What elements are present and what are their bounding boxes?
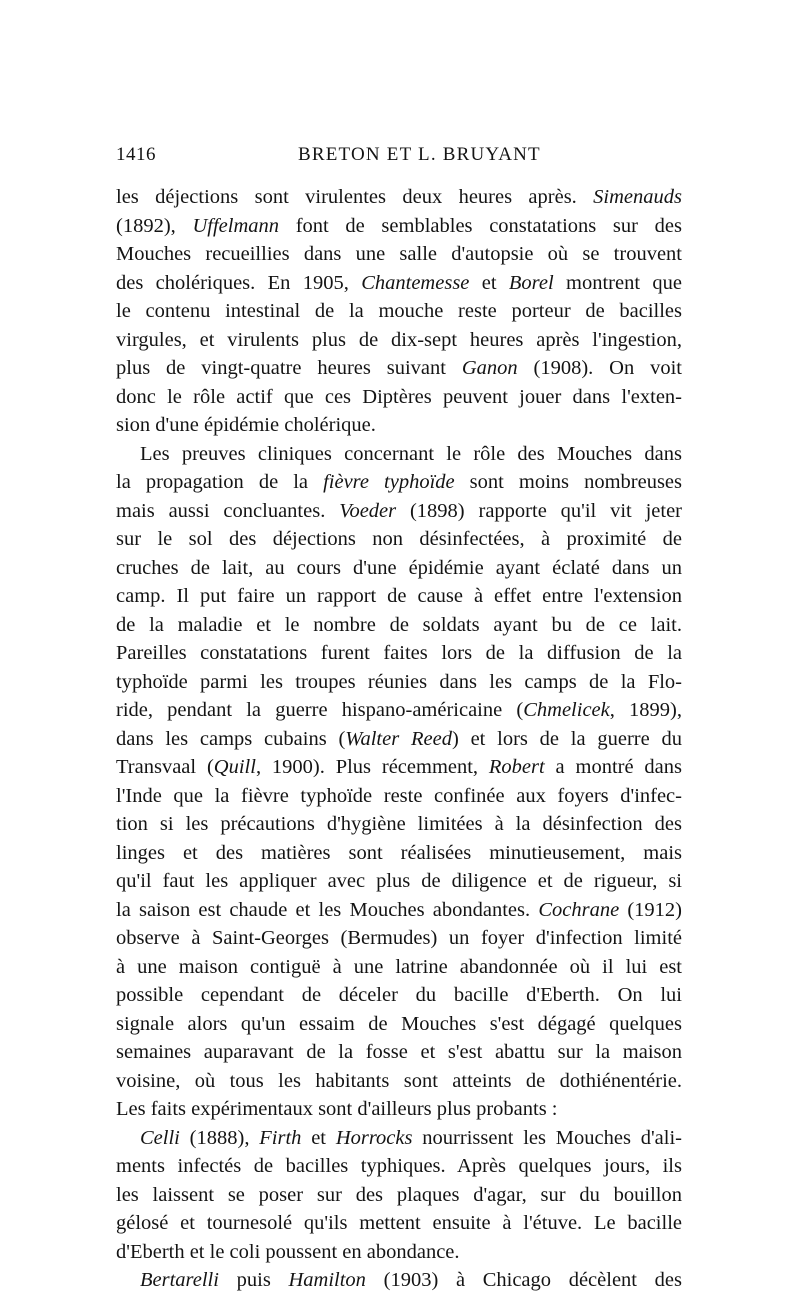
text-segment: Transvaal ( [116,756,214,778]
text-segment: (1908). On voit [517,357,682,379]
text-line [116,1152,682,1181]
text-segment: tion si les précautions d'hygiène limitées à la désinfection des [116,813,682,835]
text-line [116,1209,682,1238]
text-segment: (1912) [619,898,682,921]
text-segment: linges et des matières sont réalisées minutieusement, mais [116,841,682,864]
text-line [116,896,682,925]
italic-name: Cochrane [538,898,620,921]
text-segment: sion d'une épidémie cholérique. [116,414,376,436]
text-segment: cruches de lait, au cours d'une épidémie ayant éclaté dans un [116,556,682,579]
text-segment: à une maison contiguë à une latrine abandonnée où il lui est [116,955,682,978]
text-segment: (1892), [116,214,193,237]
italic-name: Walter Reed [345,727,452,750]
text-segment: a montré dans [544,756,682,778]
text-segment: signale alors qu'un essaim de Mouches s'est dégagé quelques [116,1012,682,1035]
text-line [116,554,682,583]
text-line [116,611,682,640]
italic-name: Chantemesse [361,271,470,294]
text-segment: sont moins nombreuses [454,471,682,493]
text-line [116,981,682,1010]
text-segment: typhoïde parmi les troupes réunies dans les camps de la Flo- [116,670,682,693]
text-segment: et [469,271,509,294]
page-number: 1416 [116,144,156,165]
running-head: BRETON ET L. BRUYANT [298,144,541,165]
text-segment: la saison est chaude et les Mouches abondantes. [116,898,539,921]
body-text [116,183,682,1295]
text-line [116,269,682,298]
text-line [116,696,682,725]
text-segment: ride, pendant la guerre hispano-américaine ( [116,699,524,721]
text-segment: gélosé et tournesolé qu'ils mettent ensuite à l'étuve. Le bacille [116,1212,682,1234]
text-segment: les laissent se poser sur des plaques d'agar, sur du bouillon [116,1183,682,1206]
text-line [116,953,682,982]
text-segment: qu'il faut les appliquer avec plus de diligence et de rigueur, si [116,870,682,892]
text-line [116,411,682,440]
text-line [116,354,682,383]
text-line [116,383,682,412]
text-segment: et [301,1126,336,1149]
text-line [116,924,682,953]
text-line [116,1095,682,1124]
text-segment: ments infectés de bacilles typhiques. Après quelques jours, ils [116,1155,682,1177]
text-segment: d'Eberth et le coli poussent en abondance. [116,1240,460,1263]
text-segment: plus de vingt-quatre heures suivant [116,357,462,379]
text-line [116,1010,682,1039]
text-segment: semaines auparavant de la fosse et s'est abattu sur la maison [116,1041,682,1063]
text-line [116,1266,682,1295]
text-line [116,782,682,811]
text-line [116,839,682,868]
text-line [116,1238,682,1267]
text-segment: possible cependant de déceler du bacille d'Eberth. On lui [116,984,682,1006]
text-line [116,440,682,469]
text-segment: donc le rôle actif que ces Diptères peuvent jouer dans l'exten- [116,385,682,408]
text-line [116,639,682,668]
text-segment: Pareilles constatations furent faites lors de la diffusion de la [116,642,682,664]
text-line [116,1181,682,1210]
italic-name: Chmelicek [523,699,610,721]
text-segment: de la maladie et le nombre de soldats ayant bu de ce lait. [116,613,682,636]
italic-name: Borel [508,271,554,294]
italic-name: Celli [140,1126,180,1149]
text-segment: observe à Saint-Georges (Bermudes) un foyer d'infection limité [116,927,682,949]
text-segment: les déjections sont virulentes deux heures après. [116,186,594,208]
page-header [116,144,682,168]
text-segment: Les faits expérimentaux sont d'ailleurs plus probants : [116,1098,558,1120]
italic-name: Bertarelli [140,1269,219,1291]
text-line [116,240,682,269]
text-line [116,212,682,241]
text-line [116,1067,682,1096]
text-segment: sur le sol des déjections non désinfectées, à proximité de [116,528,682,550]
text-line [116,810,682,839]
text-segment: font de semblables constatations sur des [279,214,682,237]
text-line [116,297,682,326]
text-segment: des cholériques. En 1905, [116,271,362,294]
italic-name: Robert [488,756,545,778]
italic-name: Firth [259,1126,302,1149]
text-segment: montrent que [553,271,682,294]
text-line [116,468,682,497]
text-segment: , 1899), [609,699,682,721]
italic-name: Uffelmann [192,214,280,237]
text-segment: nourrissent les Mouches d'ali- [412,1126,682,1149]
text-segment: (1903) à Chicago décèlent des [365,1269,682,1291]
italic-name: Voeder [339,499,397,522]
text-segment: camp. Il put faire un rapport de cause à effet entre l'extension [116,585,682,607]
italic-name: Quill [213,756,256,778]
text-segment: la propagation de la [116,471,324,493]
text-segment: l'Inde que la fièvre typhoïde reste confinée aux foyers d'infec- [116,784,682,807]
text-line [116,753,682,782]
text-line [116,525,682,554]
italic-name: Hamilton [288,1269,366,1291]
italic-name: Horrocks [335,1126,413,1149]
text-segment: voisine, où tous les habitants sont atteints de dothiénentérie. [116,1069,682,1092]
text-segment: dans les camps cubains ( [116,727,346,750]
italic-name: Simenauds [593,186,682,208]
text-line [116,326,682,355]
text-line [116,497,682,526]
text-line [116,725,682,754]
text-segment: , 1900). Plus récemment, [255,756,489,778]
text-segment: Mouches recueillies dans une salle d'autopsie où se trouvent [116,243,682,265]
text-segment: (1888), [179,1126,260,1149]
text-segment: puis [218,1269,289,1291]
italic-name: fièvre typhoïde [323,471,455,493]
text-line [116,1124,682,1153]
text-segment: Les preuves cliniques concernant le rôle des Mouches dans [140,442,682,465]
text-segment: virgules, et virulents plus de dix-sept heures après l'ingestion, [116,328,682,351]
text-line [116,582,682,611]
text-segment: (1898) rapporte qu'il vit jeter [396,499,682,522]
text-line [116,867,682,896]
italic-name: Ganon [461,357,518,379]
text-line [116,668,682,697]
text-segment: ) et lors de la guerre du [451,727,682,750]
text-segment: mais aussi concluantes. [116,499,340,522]
text-line [116,183,682,212]
text-segment: le contenu intestinal de la mouche reste porteur de bacilles [116,300,682,322]
text-line [116,1038,682,1067]
